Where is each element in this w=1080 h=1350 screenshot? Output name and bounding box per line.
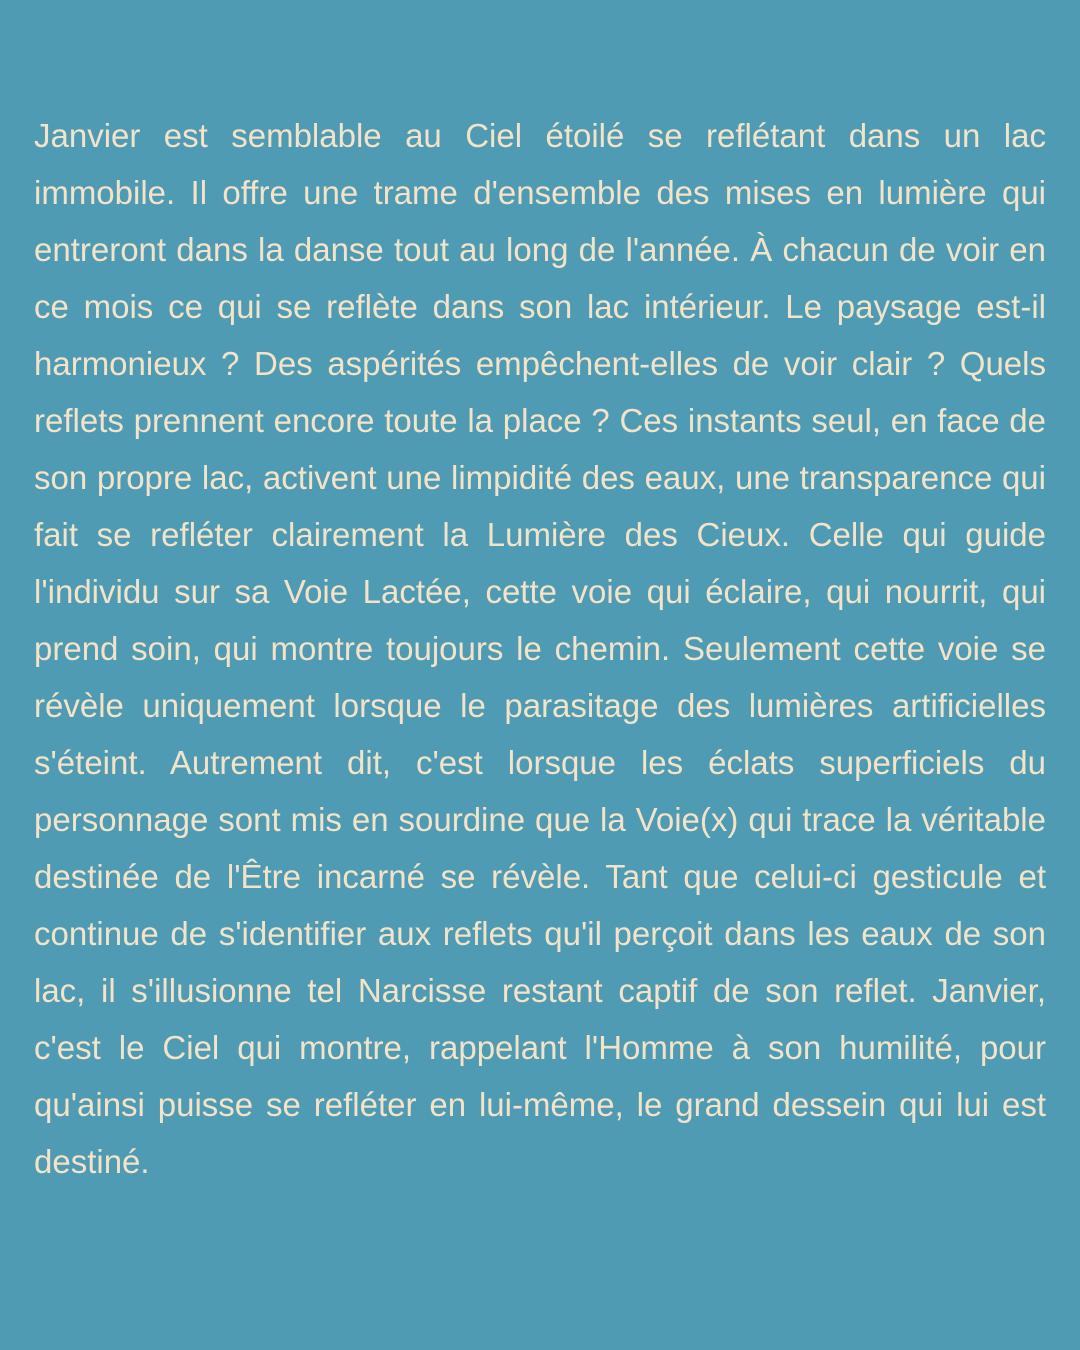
body-paragraph: Janvier est semblable au Ciel étoilé se reflétant dans un lac immobile. Il offre une trame d'ensemble des mises en lumière qui entreront dans la danse tout au long de l'année. À chacun de voir en ce mois ce qui se reflète dans son lac intérieur. Le paysage est-il harmonieux ? Des aspérités empêchent-elles de voir clair ? Quels reflets prennent encore toute la place ? Ces instants seul, en face de son propre lac, activent une limpidité des eaux, une transparence qui fait se refléter clairement la Lumière des Cieux. Celle qui guide l'individu sur sa Voie Lactée, cette voie qui éclaire, qui nourrit, qui prend soin, qui montre toujours le chemin. Seulement cette voie se révèle uniquement lorsque le parasitage des lumières artificielles s'éteint. Autrement dit, c'est lorsque les éclats superficiels du personnage sont mis en sourdine que la Voie(x) qui trace la véritable destinée de l'Être incarné se révèle. Tant que celui-ci gesticule et continue de s'identifier aux reflets qu'il perçoit dans les eaux de son lac, il s'illusionne tel Narcisse restant captif de son reflet. Janvier, c'est le Ciel qui montre, rappelant l'Homme à son humilité, pour qu'ainsi puisse se refléter en lui-même, le grand dessein qui lui est destiné. — [34, 117, 1046, 1180]
